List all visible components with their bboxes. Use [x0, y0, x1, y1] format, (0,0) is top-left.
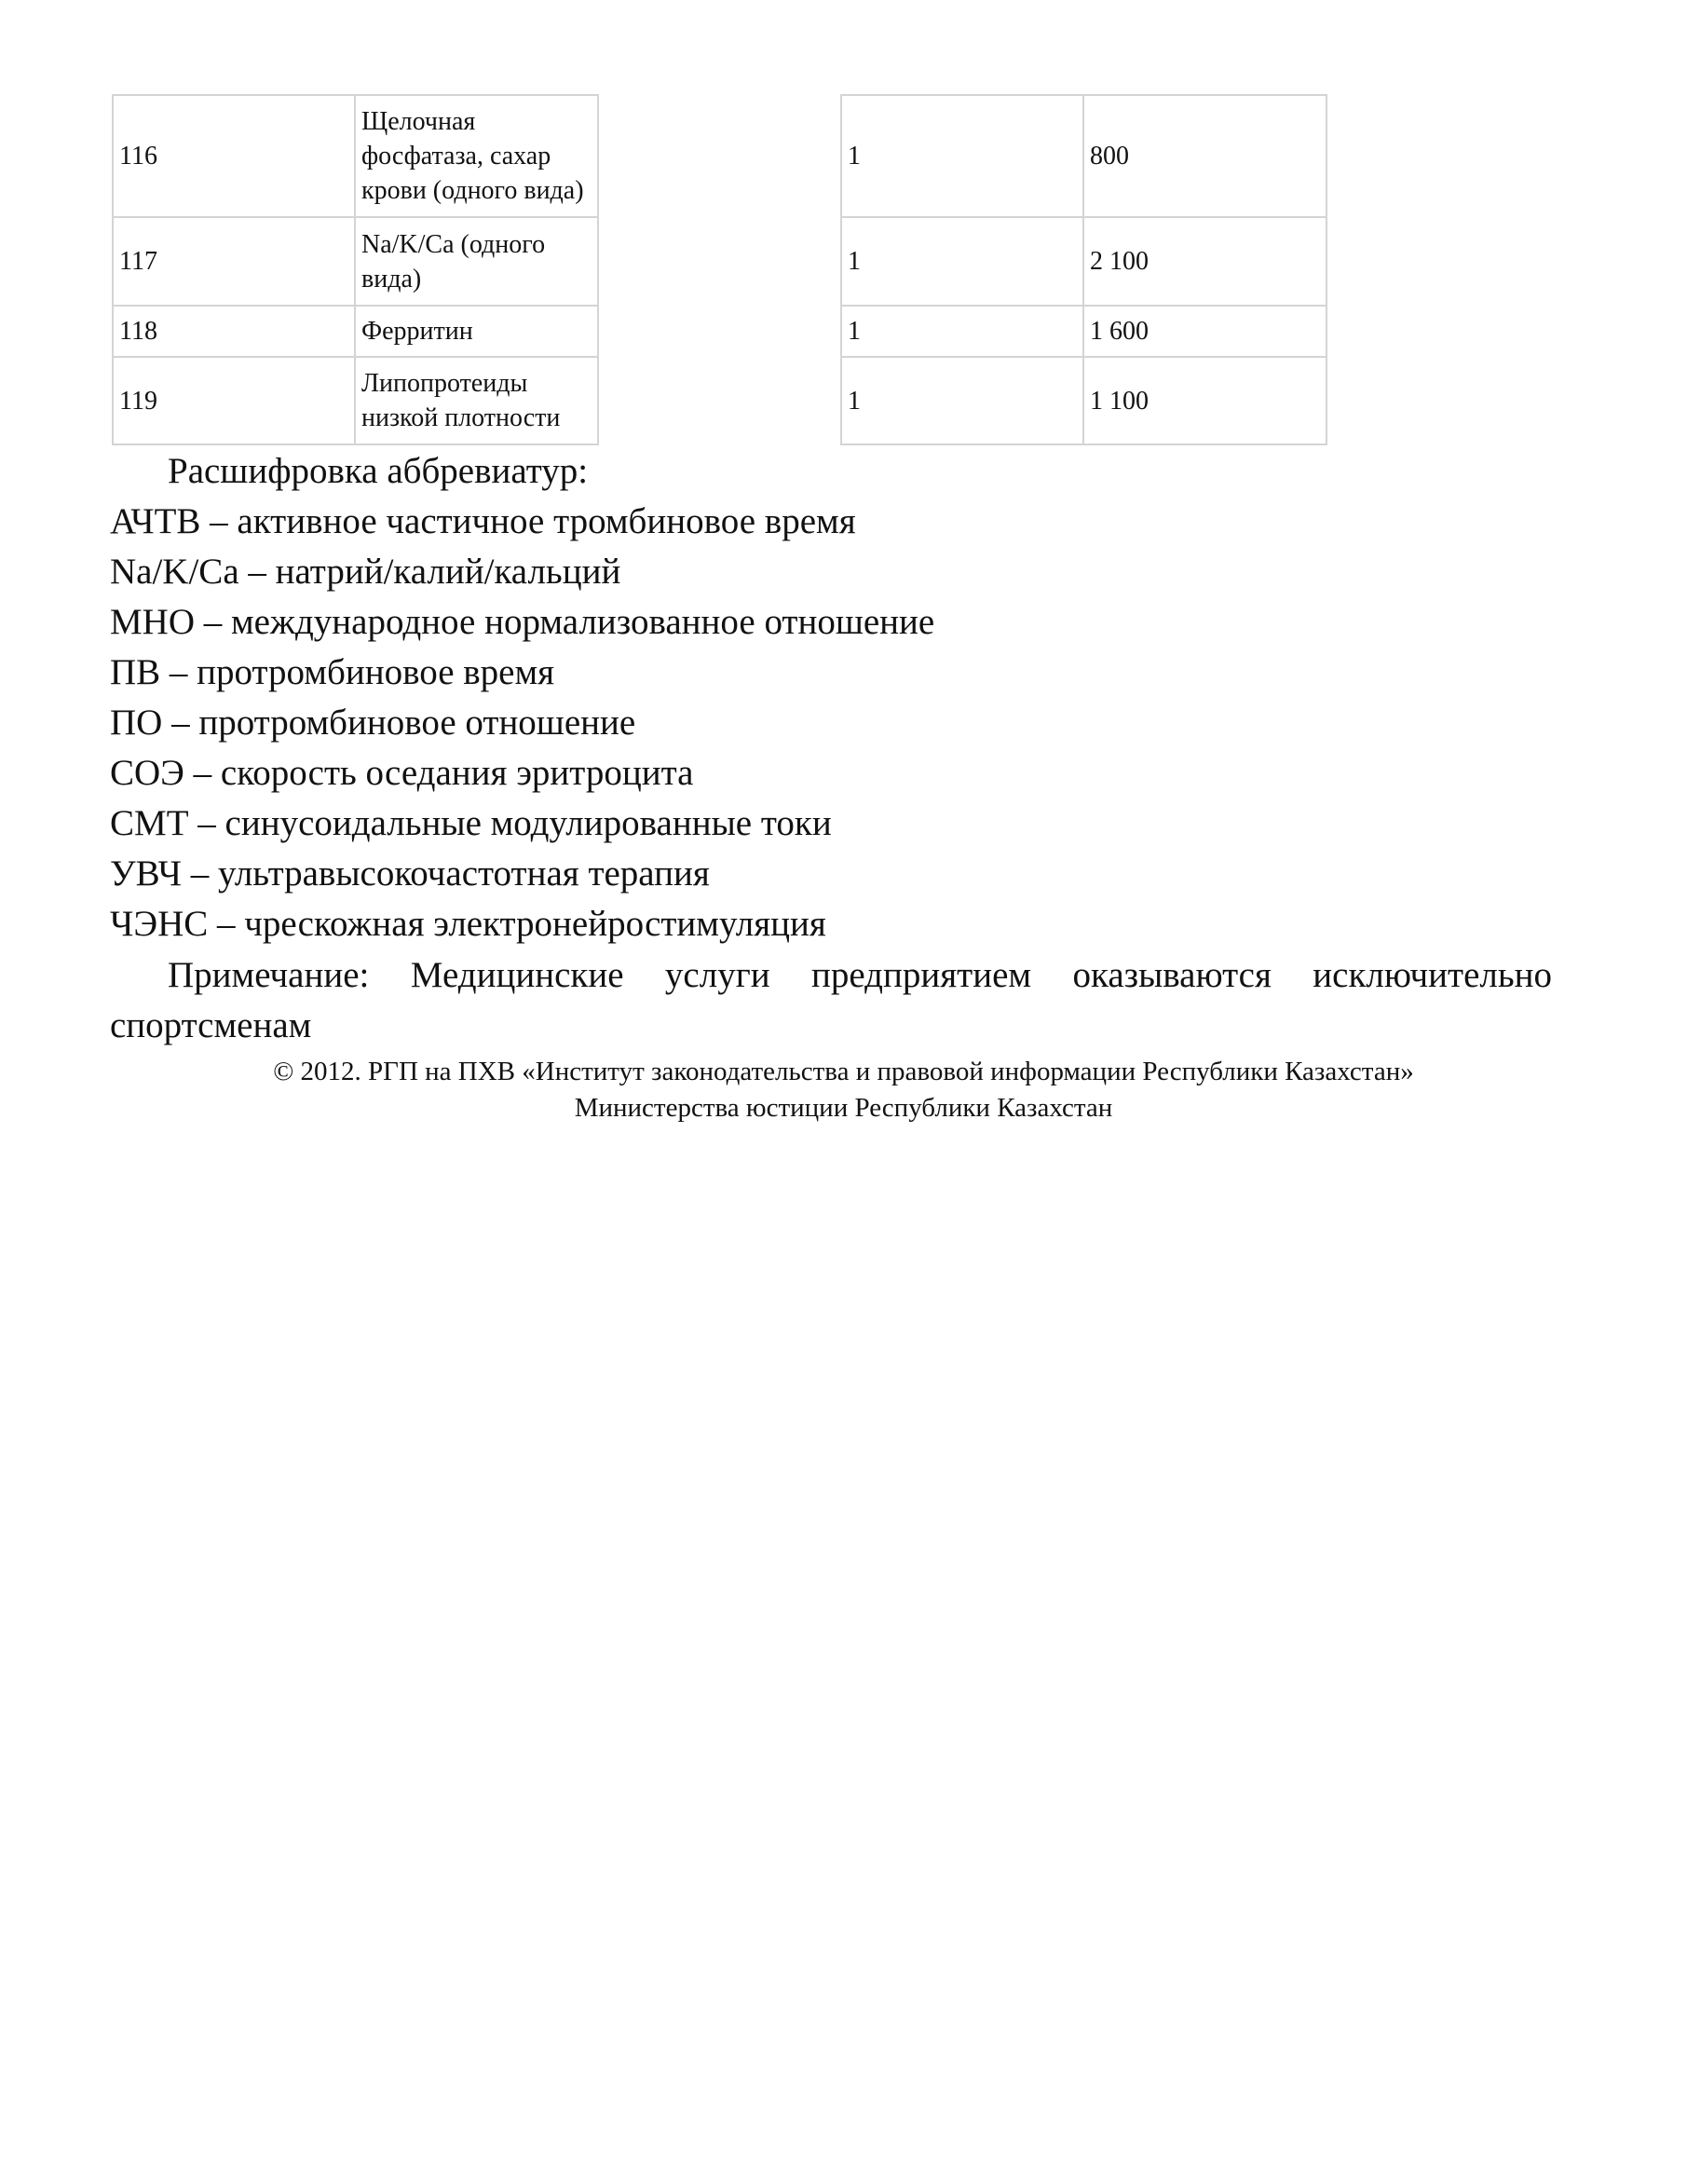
abbreviation-item: ЧЭНС – чрескожная электронейростимуляция [110, 904, 826, 944]
table-row [113, 95, 1326, 217]
row-number-cell: 118 [113, 306, 355, 357]
abbreviation-item: ПВ – протромбиновое время [110, 652, 555, 692]
price-cell: 800 [1083, 95, 1326, 217]
row-number-cell: 119 [113, 357, 355, 444]
service-name-cell: Щелочная фосфатаза, сахар крови (одного вида) [355, 95, 598, 217]
abbreviation-item: ПО – протромбиновое отношение [110, 703, 636, 743]
empty-cell [598, 217, 841, 306]
price-cell: 2 100 [1083, 217, 1326, 306]
abbreviations-heading: Расшифровка аббревиатур: [168, 451, 589, 491]
table-row [113, 357, 1326, 444]
row-number-cell: 116 [113, 95, 355, 217]
empty-cell [598, 357, 841, 444]
quantity-cell: 1 [841, 357, 1083, 444]
services-price-table [112, 94, 1327, 445]
price-cell: 1 100 [1083, 357, 1326, 444]
row-number-cell: 117 [113, 217, 355, 306]
price-cell: 1 600 [1083, 306, 1326, 357]
copyright-footer-line: © 2012. РГП на ПХВ «Институт законодательства и правовой информации Республики Казахстан» [273, 1057, 1414, 1086]
abbreviation-item: УВЧ – ультравысокочастотная терапия [110, 853, 710, 894]
note-paragraph: Примечание: Медицинские услуги предприятием оказываются исключительно спортсменам [110, 955, 1552, 1045]
quantity-cell: 1 [841, 95, 1083, 217]
table-row [113, 217, 1326, 306]
service-name-cell: Липопротеиды низкой плотности [355, 357, 598, 444]
abbreviation-item: МНО – международное нормализованное отношение [110, 602, 935, 642]
service-name-cell: Ферритин [355, 306, 598, 357]
service-name-cell: Na/K/Ca (одного вида) [355, 217, 598, 306]
table-row [113, 306, 1326, 357]
abbreviation-item: СМТ – синусоидальные модулированные токи [110, 803, 832, 843]
empty-cell [598, 95, 841, 217]
abbreviation-item: АЧТВ – активное частичное тромбиновое время [110, 501, 856, 541]
quantity-cell: 1 [841, 217, 1083, 306]
abbreviation-item: СОЭ – скорость оседания эритроцита [110, 753, 694, 793]
ministry-footer-line: Министерства юстиции Республики Казахстан [574, 1093, 1113, 1123]
empty-cell [598, 306, 841, 357]
abbreviation-item: Na/K/Ca – натрий/калий/кальций [110, 552, 621, 592]
quantity-cell: 1 [841, 306, 1083, 357]
